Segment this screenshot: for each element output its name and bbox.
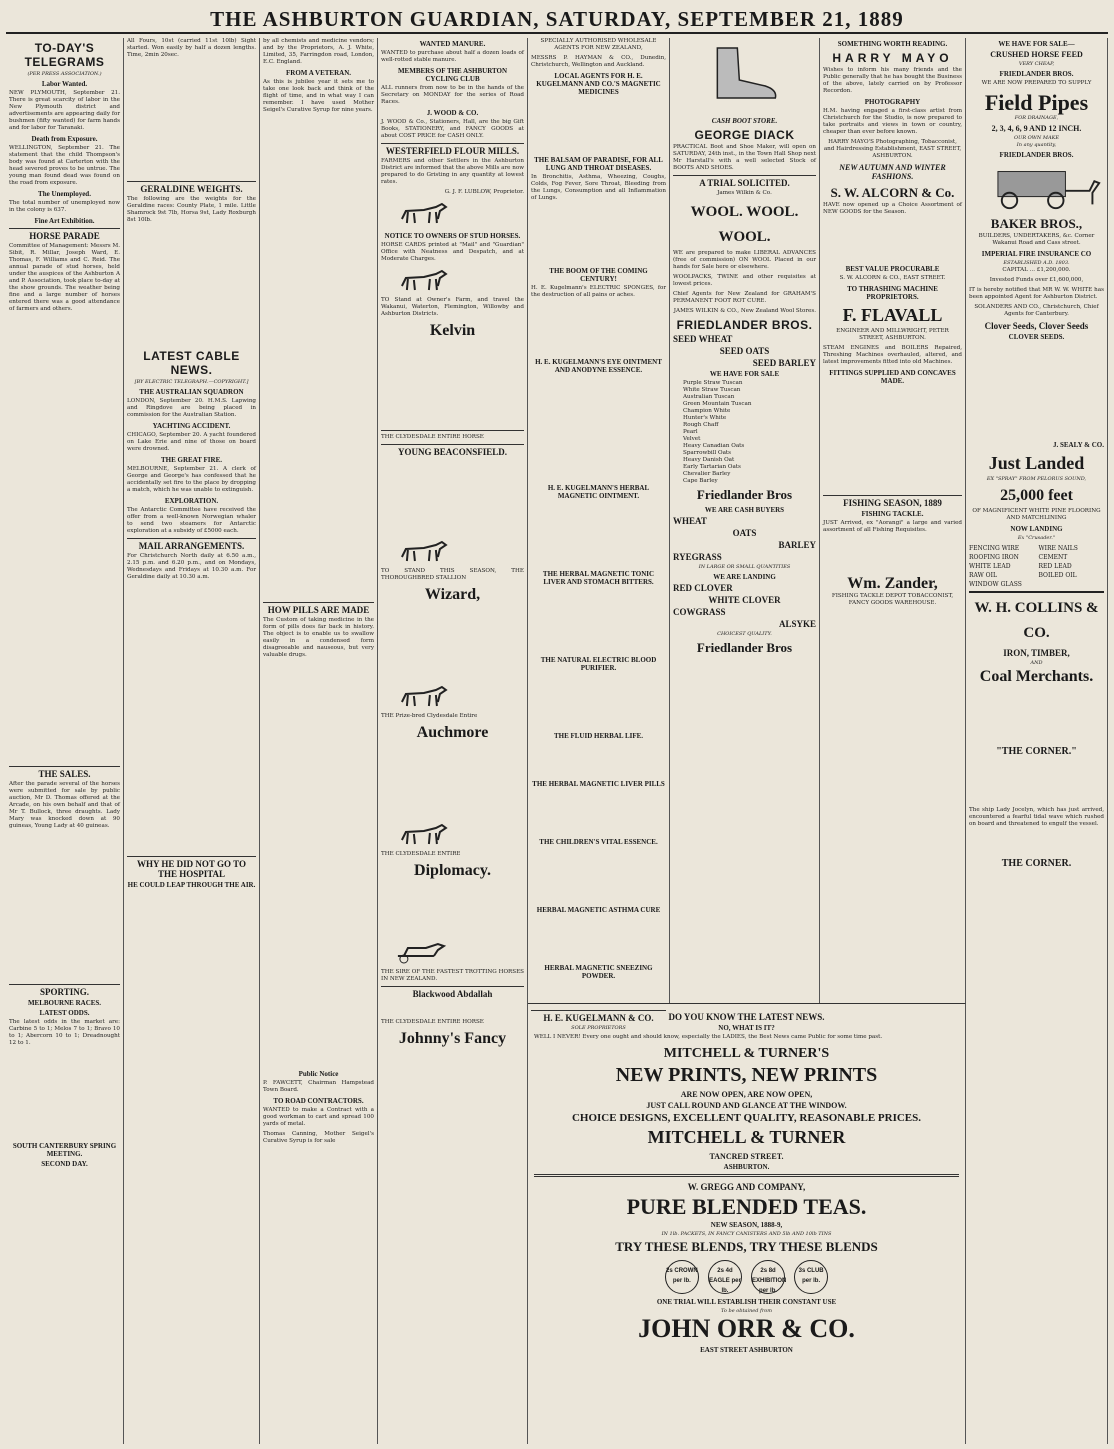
- very-cheap: VERY CHEAP,: [1018, 61, 1055, 67]
- white-clover: WHITE CLOVER: [708, 595, 781, 605]
- diplomacy-intro: THE CLYDESDALE ENTIRE: [381, 851, 461, 857]
- mills-text: FARMERS and other Settlers in the Ashburton District are informed that the above Mills are now prepared to do Gristing in any quantity at lowest rates.: [381, 158, 524, 185]
- fittings-heading: FITTINGS SUPPLIED AND CONCAVES MADE.: [829, 369, 956, 385]
- list-item: WINDOW GLASS: [969, 581, 1022, 588]
- south-canterbury-heading: SOUTH CANTERBURY SPRING MEETING.: [12, 1142, 117, 1158]
- list-item: RAW OIL: [969, 572, 997, 579]
- wizard-intro: TO STAND THIS SEASON, THE THOROUGHBRED STALLION: [381, 568, 524, 581]
- leap-heading: HE COULD LEAP THROUGH THE AIR.: [127, 881, 256, 889]
- tonic-heading: THE HERBAL MAGNETIC TONIC LIVER AND STOMACH BITTERS.: [542, 570, 655, 586]
- woolpacks-text: WOOLPACKS, TWINE and other requisites at lowest prices.: [673, 274, 816, 287]
- trotting-horse-engraving: [381, 940, 467, 964]
- divider: [534, 1174, 959, 1177]
- list-item: Sparrowbill Oats: [683, 450, 732, 456]
- stud-heading: NOTICE TO OWNERS OF STUD HORSES.: [384, 232, 521, 240]
- eagle-seal: 2s 4d EAGLE per lb.: [708, 1260, 742, 1294]
- list-item: BOILED OIL: [1038, 572, 1077, 579]
- flavall-heading: F. FLAVALL: [842, 305, 943, 325]
- packets-text: IN 1lb. PACKETS, IN FANCY CANISTERS AND 5lb AND 10lb TINS: [661, 1231, 832, 1237]
- list-item: Cape Barley: [683, 478, 718, 484]
- beaconsfield-heading: YOUNG BEACONSFIELD.: [381, 444, 524, 457]
- sale-list: [673, 380, 816, 485]
- the-corner-footer: THE CORNER.: [1001, 858, 1072, 869]
- clover-seeds-heading: Clover Seeds, Clover Seeds: [984, 321, 1089, 331]
- wizard-heading: Wizard,: [424, 586, 481, 603]
- kugelmann-agents-heading: LOCAL AGENTS FOR H. E. KUGELMANN AND CO.'S MAGNETIC MEDICINES: [536, 72, 661, 96]
- list-item: ROOFING IRON: [969, 554, 1019, 561]
- sneezing-heading: HERBAL MAGNETIC SNEEZING POWDER.: [544, 964, 653, 980]
- new-season: NEW SEASON, 1888-9,: [710, 1221, 783, 1229]
- horse-parade-text: Committee of Management: Messrs M. Sibit, R. Millar, Joseph Ward, E. Thomas, F. Williams and C. Reid. The annual parade of stud horses, held under the auspices of the Ashburton A and P. Association, took place to-day at the show grounds. The weather being fine and a large number of horses entered there was a good attendance of farmers and others.: [9, 243, 120, 312]
- notice-text: P. FAWCETT, Chairman Hampstead Town Board.: [263, 1080, 374, 1093]
- list-item: WIRE NAILS: [1038, 545, 1078, 552]
- cash-boot-store-heading: CASH BOOT STORE.: [711, 117, 778, 125]
- friedlander-bros-1: Friedlander Bros: [696, 487, 793, 502]
- manure-text: WANTED to purchase about half a dozen loads of well-rotted stable manure.: [381, 50, 524, 63]
- something-heading: SOMETHING WORTH READING.: [837, 40, 948, 48]
- list-item: CEMENT: [1038, 554, 1068, 561]
- list-item: RED LEAD: [1038, 563, 1072, 570]
- list-item: Chevalier Barley: [683, 471, 731, 477]
- boom-heading: THE BOOM OF THE COMING CENTURY!: [549, 267, 648, 283]
- sealy-name: J. SEALY & CO.: [1052, 441, 1104, 449]
- list-item: Heavy Canadian Oats: [683, 443, 745, 449]
- exploration-text: The Antarctic Committee have received the offer from a well-known Norwegian whaler to send two steamers for Antarctic exploration at a subsidy of £5000 each.: [127, 507, 256, 534]
- harry-mayo-heading: HARRY MAYO: [832, 51, 953, 65]
- own-make: OUR OWN MAKE: [1014, 135, 1059, 141]
- exploration-heading: EXPLORATION.: [164, 497, 219, 505]
- contractors-heading: TO ROAD CONTRACTORS.: [273, 1097, 364, 1105]
- fire-text: MELBOURNE, September 21. A clerk of George and George's has confessed that he accidentally set fire to the place by dropping a match, which he was unable to extinguish.: [127, 466, 256, 493]
- what-is-it: NO, WHAT IS IT?: [718, 1024, 775, 1032]
- for-sale-heading: WE HAVE FOR SALE: [709, 370, 780, 378]
- column-8: [966, 38, 1108, 1444]
- auchmore-intro: THE Prize-bred Clydesdale Entire: [381, 713, 478, 719]
- list-item: Rough Chaff: [683, 422, 719, 428]
- prepared-text: WE ARE NOW PREPARED TO SUPPLY: [981, 80, 1092, 86]
- wilkin-stores: JAMES WILKIN & CO., New Zealand Wool Stores.: [673, 308, 816, 314]
- yacht-text: CHICAGO, September 20. A yacht foundered on Lake Erie and nine of those on board were drowned.: [127, 432, 256, 452]
- wool-heading: WOOL. WOOL. WOOL.: [690, 204, 799, 245]
- newspaper-page: [6, 4, 1108, 1444]
- any-quantity: In any quantity,: [1016, 142, 1057, 148]
- sole-proprietors: SOLE PROPRIETORS: [571, 1025, 626, 1031]
- sporting-heading: SPORTING.: [9, 984, 120, 997]
- manure-heading: WANTED MANURE.: [419, 40, 486, 48]
- list-item: Australian Tuscan: [683, 394, 735, 400]
- wool-text: WE are prepared to make LIBERAL ADVANCES (free of commission) ON WOOL Placed in our hands for Sale here or elsewhere.: [673, 250, 816, 270]
- fashions-heading: NEW AUTUMN AND WINTER FASHIONS.: [839, 163, 946, 181]
- best-value: BEST VALUE PROCURABLE: [845, 265, 940, 273]
- columns: [6, 38, 1108, 1444]
- friedlander-heading: FRIEDLANDER BROS.: [676, 318, 813, 332]
- iron-timber: IRON, TIMBER,: [1003, 648, 1070, 658]
- one-trial: ONE TRIAL WILL ESTABLISH THEIR CONSTANT USE: [656, 1298, 837, 1306]
- harry-text: Wishes to inform his many friends and the Public generally that he has bought the Business of the above, lately carried on by Professor Recordon.: [823, 67, 962, 94]
- tackle-text: JUST Arrived, ex "Aorangi" a large and varied assortment of all Fishing Requisites.: [823, 520, 962, 533]
- hayman-agents: MESSRS P. HAYMAN & CO., Dunedin, Christchurch, Wellington and Auckland.: [531, 55, 666, 68]
- list-item: Velvet: [683, 436, 701, 442]
- telegrams-heading: TO-DAY'S TELEGRAMS: [24, 41, 105, 69]
- seed-oats: SEED OATS: [719, 346, 770, 356]
- threshing-heading: TO THRASHING MACHINE PROPRIETORS.: [847, 285, 938, 301]
- friedlander-1: FRIEDLANDER BROS.: [999, 70, 1074, 78]
- balsam-heading: THE BALSAM OF PARADISE, FOR ALL LUNG AND THROAT DISEASES.: [534, 156, 663, 172]
- call-round: JUST CALL ROUND AND GLANCE AT THE WINDOW.: [646, 1101, 847, 1110]
- crushed-feed: CRUSHED HORSE FEED: [990, 50, 1083, 59]
- horse-engraving: [381, 684, 467, 708]
- choice-designs: CHOICE DESIGNS, EXCELLENT QUALITY, REASONABLE PRICES.: [571, 1112, 922, 1124]
- coal-merchants: Coal Merchants.: [979, 668, 1094, 685]
- orr-address: EAST STREET ASHBURTON: [700, 1346, 793, 1354]
- mills-heading: WESTERFIELD FLOUR MILLS.: [381, 143, 524, 156]
- alsyke: ALSYKE: [778, 619, 816, 629]
- list-item: WHITE LEAD: [969, 563, 1011, 570]
- hospital-heading: WHY HE DID NOT GO TO THE HOSPITAL: [127, 856, 256, 879]
- sales-text: After the parade several of the horses were submitted for sale by public auction, Mr D. Thomas offered at the Arcade, on his own behalf and that of Mr T. Bullock, three draughts. Lady Mary was knocked down at 90 guineas, Young Lady at 40 guineas.: [9, 781, 120, 829]
- zander-heading: Wm. Zander,: [847, 575, 938, 592]
- and-text: AND: [1030, 660, 1043, 666]
- odds-text: The latest odds in the market are: Carbine 5 to 1; Melos 7 to 1; Bravo 10 to 1; Abercorn 10 to 1; Dreadnought 12 to 1.: [9, 1019, 120, 1046]
- flavall-address: ENGINEER AND MILLWRIGHT, PETER STREET, ASHBURTON.: [836, 328, 949, 341]
- choicest-quality: CHOICEST QUALITY.: [717, 631, 772, 637]
- boom-text: H. E. Kugelmann's ELECTRIC SPONGES, for the destruction of all pains or aches.: [531, 285, 666, 298]
- art-heading: Fine Art Exhibition.: [34, 217, 95, 225]
- ashburton: ASHBURTON.: [723, 1163, 770, 1171]
- column-5: [528, 38, 670, 1031]
- labor-text: NEW PLYMOUTH, September 21. There is great scarcity of labor in the New Plymouth district and advertisements are appearing daily for bushmen (fifty wanted) for farm hands and for labor for Taranaki.: [9, 90, 120, 131]
- press-assoc: (PER PRESS ASSOCIATION.): [27, 71, 102, 77]
- johnny-intro: THE CLYDESDALE ENTIRE HORSE: [381, 1019, 484, 1025]
- list-item: Heavy Danish Oat: [683, 457, 735, 463]
- invested-funds: Invested Funds over £1,600,000,: [989, 277, 1084, 283]
- authorised-agents: SPECIALLY AUTHORISED WHOLESALE AGENTS FOR NEW ZEALAND,: [540, 38, 657, 51]
- death-heading: Death from Exposure.: [31, 135, 98, 143]
- now-open: ARE NOW OPEN, ARE NOW OPEN,: [680, 1090, 813, 1099]
- list-item: Green Mountain Tuscan: [683, 401, 752, 407]
- latest-news-heading: DO YOU KNOW THE LATEST NEWS.: [668, 1012, 825, 1022]
- trial-solicited: A TRIAL SOLICITED.: [673, 175, 816, 188]
- list-item: Champion White: [683, 408, 731, 414]
- ship-text: The ship Lady Jocelyn, which has just arrived, encountered a fearful tidal wave which rushed on board and threatened to engulf the vessel.: [969, 807, 1104, 827]
- horse-engraving: [381, 822, 467, 846]
- sales-heading: THE SALES.: [9, 766, 120, 779]
- list-item: Pearl: [683, 429, 698, 435]
- chemists-text: by all chemists and medicine vendors; and by the Proprietors, A. J. White, Limited, 35, Farringdon road, London, E.C. England.: [263, 38, 374, 65]
- column-3: [260, 38, 378, 1444]
- red-clover: RED CLOVER: [673, 583, 733, 593]
- cowgrass: COWGRASS: [673, 607, 726, 617]
- teas-heading: PURE BLENDED TEAS.: [626, 1194, 867, 1219]
- list-item: Early Tartarian Oats: [683, 464, 741, 470]
- fishing-season-heading: FISHING SEASON, 1889: [823, 495, 962, 508]
- boot-illustration: [673, 40, 802, 110]
- foot-rot-text: Chief Agents for New Zealand for GRAHAM'S PERMANENT FOOT ROT CURE.: [673, 291, 816, 304]
- zander-text: FISHING TACKLE DEPOT TOBACCONIST, FANCY GOODS WAREHOUSE.: [831, 593, 954, 606]
- abdallah-intro: THE SIRE OF THE FASTEST TROTTING HORSES IN NEW ZEALAND.: [381, 969, 524, 982]
- tea-seals: [534, 1260, 959, 1294]
- latest-cable-sub: [BY ELECTRIC TELEGRAPH.—COPYRIGHT.]: [134, 379, 249, 385]
- alcorn-heading: S. W. ALCORN & Co.: [830, 185, 955, 200]
- masthead: THE ASHBURTON GUARDIAN, SATURDAY, SEPTEMBER 21, 1889: [6, 4, 1108, 34]
- yacht-heading: YACHTING ACCIDENT.: [152, 422, 231, 430]
- race-results-text: All Fours, 10st (carried 11st 10lb) Sight started. Won easily by half a dozen lengths. Time, 2min 20sec.: [127, 38, 256, 58]
- column-4: [378, 38, 528, 1444]
- squadron-heading: THE AUSTRALIAN SQUADRON: [139, 388, 244, 396]
- crown-seal: 2s CROWN per lb.: [665, 1260, 699, 1294]
- veteran-heading: FROM A VETERAN.: [285, 69, 352, 77]
- clover-seeds-sub: CLOVER SEEDS.: [1008, 333, 1065, 341]
- list-item: Purple Straw Tuscan: [683, 380, 743, 386]
- exhibition-seal: 2s 8d EXHIBITION per lb.: [751, 1260, 785, 1294]
- never-text: WELL I NEVER! Every one ought and should know, especially the LADIES, the Best News came Public for some time past.: [534, 1034, 883, 1040]
- mitchell-turner-heading: MITCHELL & TURNER'S: [663, 1046, 830, 1061]
- seed-wheat: SEED WHEAT: [673, 334, 733, 344]
- list-item: Hunter's White: [683, 415, 727, 421]
- latest-cable-heading: LATEST CABLE NEWS.: [143, 349, 240, 377]
- list-item: FENCING WIRE: [969, 545, 1020, 552]
- pills-heading: HOW PILLS ARE MADE: [263, 602, 374, 615]
- kelvin-intro: TO Stand at Owner's Farm, and travel the Wakanui, Waterton, Flemington, Willowby and Ashburton Districts.: [381, 297, 524, 317]
- established: ESTABLISHED A.D. 1803.: [1003, 260, 1070, 266]
- signed-text: Thomas Canning, Mother Seigel's Curative Syrup is for sale: [263, 1131, 374, 1144]
- buy-oats: OATS: [732, 528, 757, 538]
- veteran-text: As this is jubilee year it sets me to take one look back and think of the flight of time, and in what way I can remember. I have used Mother Seigel's Curative Syrup for nine years.: [263, 79, 374, 113]
- drainage: FOR DRAINAGE,: [1014, 115, 1059, 121]
- diack-text: PRACTICAL Boot and Shoe Maker, will open on SATURDAY, 24th inst., in the Town Hall Shop next Mr Harstall's with a well selected Stock of BOOTS AND SHOES.: [673, 144, 816, 171]
- try-blends: TRY THESE BLENDS, TRY THESE BLENDS: [615, 1239, 878, 1254]
- stud-text: HORSE CARDS printed at "Mail" and "Guardian" Office with Neatness and Despatch, and at Moderate Charges.: [381, 242, 524, 262]
- fire-heading: THE GREAT FIRE.: [160, 456, 222, 464]
- auchmore-heading: Auchmore: [416, 724, 489, 741]
- photography-text: H.M. having engaged a first-class artist from Christchurch for the Studio, is now prepared to take portraits and views in town or country, cheaper than ever before known.: [823, 108, 962, 135]
- baker-text: BUILDERS, UNDERTAKERS, &c. Corner Wakanui Road and Cass street.: [978, 233, 1095, 246]
- children-heading: THE CHILDREN'S VITAL ESSENCE.: [539, 838, 658, 846]
- gregg-heading: W. GREGG AND COMPANY,: [687, 1182, 806, 1192]
- contractors-text: WANTED to make a Contract with a good workman to cart and spread 100 yards of metal.: [263, 1107, 374, 1127]
- just-landed-heading: Just Landed: [988, 453, 1085, 473]
- kugelmann-co-heading: H. E. KUGELMANN & CO.: [531, 1010, 666, 1023]
- notice-heading: Public Notice: [298, 1070, 339, 1078]
- pine-text: OF MAGNIFICENT WHITE PINE FLOORING AND MATCHLINING: [972, 508, 1101, 521]
- liver-pills-heading: THE HERBAL MAGNETIC LIVER PILLS: [532, 780, 665, 788]
- imperial-heading: IMPERIAL FIRE INSURANCE CO: [981, 250, 1092, 258]
- melbourne-heading: MELBOURNE RACES.: [27, 999, 102, 1007]
- cycling-heading: MEMBERS OF THE ASHBURTON CYCLING CLUB: [397, 67, 508, 83]
- second-day-heading: SECOND DAY.: [41, 1160, 88, 1168]
- the-corner-heading: "THE CORNER.": [996, 746, 1077, 757]
- abdallah-heading: Blackwood Abdallah: [381, 986, 524, 999]
- buy-wheat: WHEAT: [673, 516, 707, 526]
- herbal-ointment-heading: H. E. KUGELMANN'S HERBAL MAGNETIC OINTMENT.: [547, 484, 650, 500]
- diack-heading: GEORGE DIACK: [694, 128, 795, 142]
- geraldine-heading: GERALDINE WEIGHTS.: [127, 181, 256, 194]
- column-2: [124, 38, 260, 1444]
- cycling-text: ALL runners from now to be in the hands of the Secretary on MONDAY for the series of Road Races.: [381, 85, 524, 105]
- baker-heading: BAKER BROS.,: [990, 216, 1083, 231]
- quantities-text: IN LARGE OR SMALL QUANTITIES: [698, 564, 791, 570]
- mayo-address: HARRY MAYO'S Photographing, Tobacconist, and Hairdressing Establishment, EAST STREET, ASHBURTON.: [823, 139, 962, 159]
- steam-text: STEAM ENGINES and BOILERS Repaired, Threshing Machines overhauled, altered, and latest improvements fitted into old Machines.: [823, 345, 962, 365]
- fishing-tackle-heading: FISHING TACKLE.: [861, 510, 924, 518]
- john-orr-heading: JOHN ORR & CO.: [638, 1314, 855, 1343]
- new-prints-heading: NEW PRINTS, NEW PRINTS: [615, 1064, 878, 1086]
- odds-heading: LATEST ODDS.: [39, 1009, 90, 1017]
- kelvin-heading: Kelvin: [429, 322, 476, 339]
- capital: CAPITAL ... £1,200,000.: [1002, 267, 1071, 273]
- pipe-sizes: 2, 3, 4, 6, 9 AND 12 INCH.: [991, 124, 1082, 133]
- horse-parade-heading: HORSE PARADE: [9, 228, 120, 241]
- tancred-street: TANCRED STREET.: [709, 1152, 784, 1161]
- hearse-illustration: [969, 161, 1104, 211]
- club-seal: 3s CLUB per lb.: [794, 1260, 828, 1294]
- unemployed-text: The total number of unemployed now in the colony is 637.: [9, 200, 120, 213]
- mitchell-turner-name: MITCHELL & TURNER: [647, 1127, 846, 1147]
- wilkin-name: James Wilkin & Co.: [717, 190, 772, 196]
- mail-heading: MAIL ARRANGEMENTS.: [127, 538, 256, 551]
- labor-heading: Labor Wanted.: [41, 80, 88, 88]
- beaconsfield-intro: THE CLYDESDALE ENTIRE HORSE: [381, 434, 484, 440]
- alcorn-address: S. W. ALCORN & CO., EAST STREET.: [839, 275, 946, 281]
- notified-text: IT is hereby notified that MR W. W. WHITE has been appointed Agent for Ashburton District.: [969, 287, 1104, 300]
- now-landing-heading: NOW LANDING: [1010, 525, 1063, 533]
- lublow-text: G. J. F. LUBLOW, Proprietor.: [444, 189, 524, 195]
- pills-text: The Custom of taking medicine in the form of pills does far back in history. The object is to enable us to swallow easily in a condensed form disagreeable and nauseous, but very valuable drugs.: [263, 617, 374, 658]
- buy-barley: BARLEY: [778, 540, 816, 550]
- crusader-text: Ex "Crusader.": [1017, 535, 1056, 541]
- diplomacy-heading: Diplomacy.: [414, 862, 491, 879]
- column-6: [670, 38, 820, 1003]
- asthma-heading: HERBAL MAGNETIC ASTHMA CURE: [536, 906, 661, 914]
- collins-heading: W. H. COLLINS & CO.: [969, 591, 1104, 646]
- unemployed-heading: The Unemployed.: [38, 190, 91, 198]
- death-text: WELLINGTON, September 21. The statement that the child Thompson's body was found at Carterton with the head severed proves to be untrue. The young man found dead was found on the road from exposure.: [9, 145, 120, 186]
- divider: [381, 430, 524, 431]
- goods-list: [969, 545, 1104, 588]
- balsam-text: In Bronchitis, Asthma, Wheezing, Coughs, Colds, Fog Fever, Sore Throat, Bleeding from the Lungs, Consumption and all Inflammation of Lungs.: [531, 174, 666, 201]
- friedlander-bros-2: Friedlander Bros: [696, 640, 793, 655]
- landing-heading: WE ARE LANDING: [713, 573, 776, 581]
- spray-text: EX "SPRAY" FROM PELORUS SOUND,: [986, 476, 1087, 482]
- wood-text: J. WOOD & Co., Stationers, Hall, are the big Gift Books, STATIONERY, and FANCY GOODS at about COST PRICE for CASH ONLY.: [381, 119, 524, 139]
- squadron-text: LONDON, September 20. H.M.S. Lapwing and Ringdove are being placed in commission for the Australian Station.: [127, 398, 256, 418]
- geraldine-text: The following are the weights for the Geraldine races: County Plate, 1 mile. Little Shamrock 9st 7lb, Horsa 9st, Lady Roxburgh 8st 10lb.: [127, 196, 256, 223]
- horse-engraving: [381, 539, 467, 563]
- wood-heading: J. WOOD & CO.: [426, 109, 479, 117]
- obtained-from: To be obtained from: [720, 1308, 773, 1314]
- johnny-heading: Johnny's Fancy: [398, 1030, 507, 1047]
- horse-engraving: [381, 201, 467, 225]
- alcorn-text: HAVE now opened up a Choice Assortment of NEW GOODS for the Season.: [823, 202, 962, 215]
- purifier-heading: THE NATURAL ELECTRIC BLOOD PURIFIER.: [540, 656, 657, 672]
- horse-engraving: [381, 268, 467, 292]
- photography-heading: PHOTOGRAPHY: [864, 98, 921, 106]
- bottom-ads: [528, 1003, 966, 1444]
- cash-buyers: WE ARE CASH BUYERS: [704, 506, 785, 514]
- seed-barley: SEED BARLEY: [752, 358, 816, 368]
- mail-text: For Christchurch North daily at 6.50 a.m., 2.15 p.m. and 6.20 p.m., and on Mondays, Wednesdays and Fridays at 10.30 a.m. For Geraldine daily at 10.30 a.m.: [127, 553, 256, 580]
- feet-heading: 25,000 feet: [1000, 487, 1073, 504]
- friedlander-2: FRIEDLANDER BROS.: [999, 151, 1074, 159]
- list-item: White Straw Tuscan: [683, 387, 741, 393]
- column-1: [6, 38, 124, 1444]
- fluid-heading: THE FLUID HERBAL LIFE.: [553, 732, 644, 740]
- field-pipes-heading: Field Pipes: [984, 90, 1089, 115]
- column-7: [820, 38, 966, 1003]
- buy-ryegrass: RYEGRASS: [673, 552, 722, 562]
- eye-heading: H. E. KUGELMANN'S EYE OINTMENT AND ANODYNE ESSENCE.: [535, 358, 662, 374]
- for-sale-heading: WE HAVE FOR SALE—: [998, 40, 1075, 48]
- solanders-text: SOLANDERS AND CO., Christchurch, Chief Agents for Canterbury.: [974, 304, 1099, 317]
